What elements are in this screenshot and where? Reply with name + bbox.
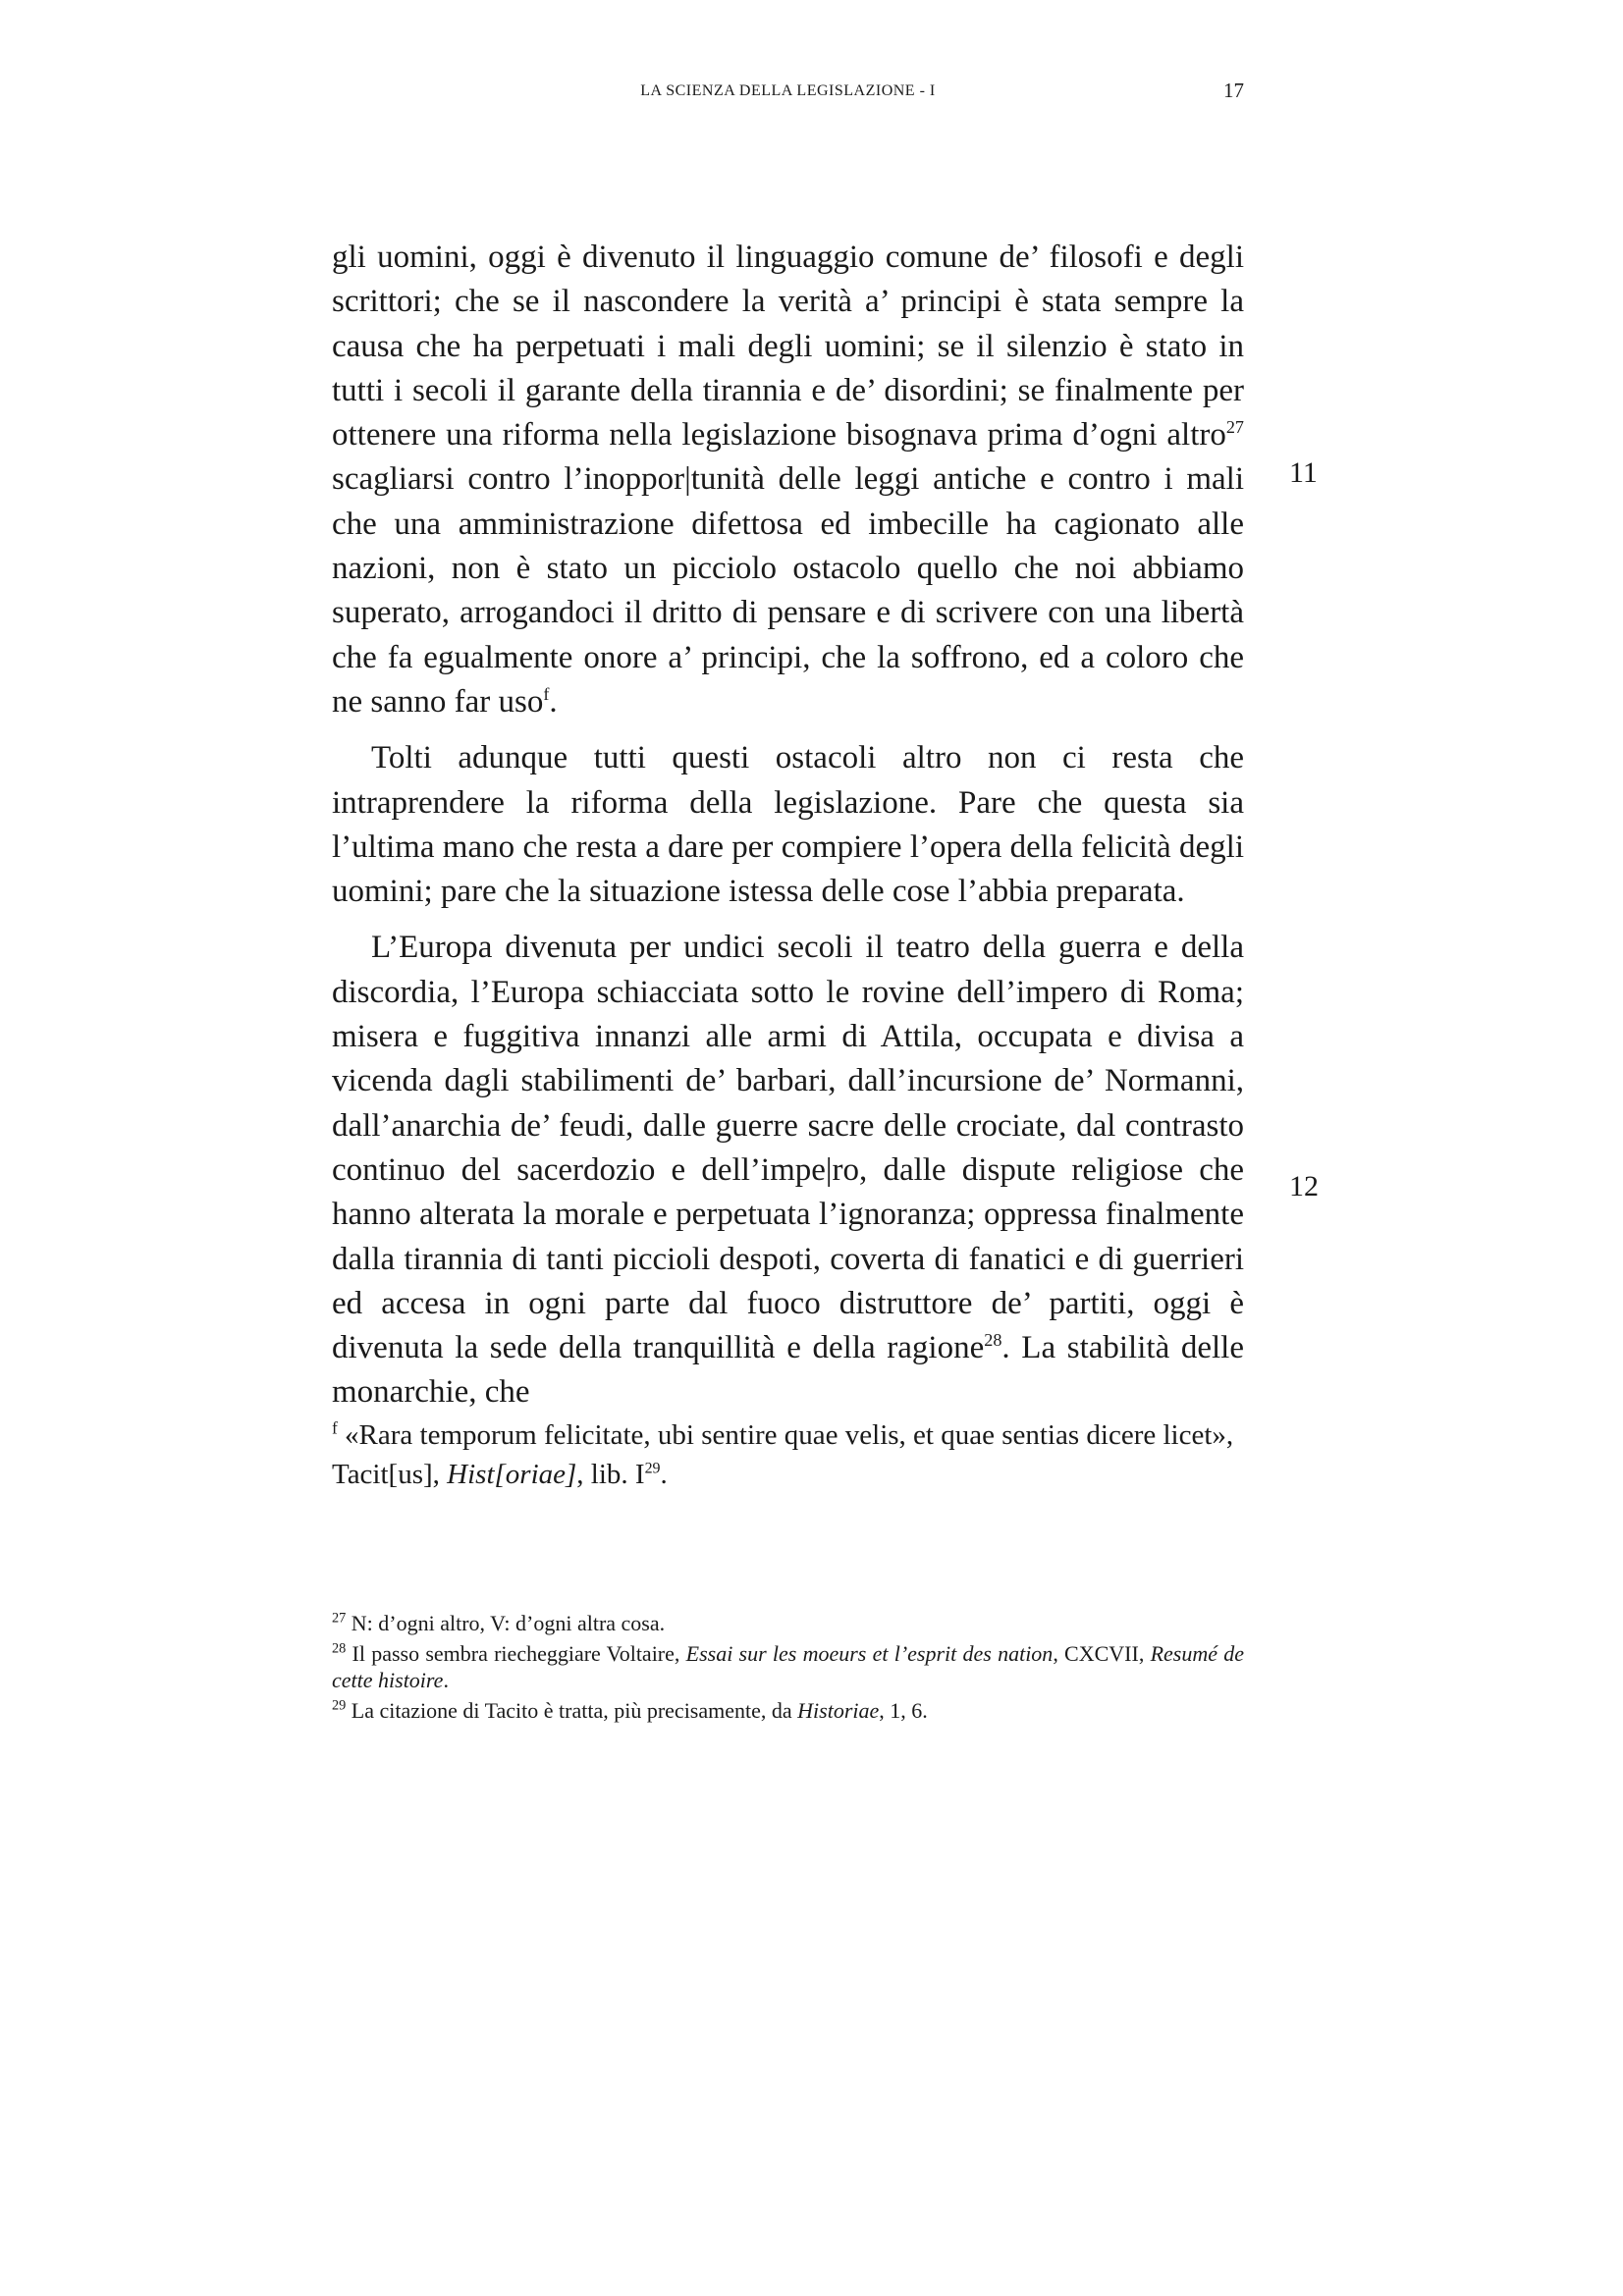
footnote-f-text-b: , lib. I bbox=[576, 1459, 645, 1490]
paragraph-1 bbox=[332, 236, 1244, 724]
paragraph-3-text-a: L’Europa divenuta per undici secoli il teatro della guerra e della discordia, l’Europa schiacciata sotto le rovine dell’impero di Roma; misera e fuggitiva innanzi alle armi di Attila, occupata e divisa a vicenda dagli stabilimenti de’ barbari, dall’incursione de’ Normanni, dall’anarchia de’ feudi, dalle guerre sacre delle crociate, dal contrasto continuo del sacerdozio e dell’impe|ro, dalle dispute religiose che hanno alterata la morale e perpetuata l’ignoranza; oppressa finalmente dalla tirannia di tanti piccioli despoti, coverta di fanatici e di guerrieri ed accesa in ogni parte dal fuoco distruttore de’ partiti, oggi è divenuta la sede della tranquillità e della ragione bbox=[332, 930, 1244, 1366]
note-ref-f: f bbox=[543, 683, 550, 704]
footnote-f bbox=[332, 1415, 1244, 1494]
paragraph-1-text-a: gli uomini, oggi è divenuto il linguaggio comune de’ filosofi e degli scrittori; che se il nascondere la verità a’ principi è stata sempre la causa che ha perpetuati i mali degli uomini; se il silenzio è stato in tutti i secoli il garante della tirannia e de’ disordini; se finalmente per ottenere una riforma nella legislazione bisognava prima d’ogni altro bbox=[332, 240, 1244, 454]
paragraph-1-text-c: . bbox=[549, 683, 558, 720]
footnote-27-num: 27 bbox=[332, 1610, 347, 1627]
running-header bbox=[332, 79, 1244, 108]
margin-ref-11: 11 bbox=[1289, 456, 1318, 489]
footnote-28-text-b: , CXCVII, bbox=[1053, 1641, 1151, 1666]
footnote-28 bbox=[332, 1640, 1244, 1693]
footnote-28-text-a: Il passo sembra riecheggiare Voltaire, bbox=[346, 1641, 686, 1666]
footnote-f-text-c: . bbox=[660, 1459, 668, 1490]
footnote-29-title: Historiae bbox=[797, 1698, 880, 1723]
footnote-28-title: Essai sur les moeurs et l’esprit des nation bbox=[685, 1641, 1054, 1666]
footnote-29 bbox=[332, 1697, 1244, 1724]
paragraph-2: Tolti adunque tutti questi ostacoli altro non ci resta che intraprendere la riforma della legislazione. Pare che questa sia l’ultima mano che resta a dare per compiere l’opera della felicità degli uomini; pare che la situazione istessa delle cose l’abbia preparata. bbox=[332, 740, 1244, 910]
editor-footnotes bbox=[332, 1610, 1244, 1728]
footnote-28-text-c: . bbox=[443, 1668, 449, 1692]
main-text bbox=[332, 236, 1244, 1427]
author-footnote bbox=[332, 1415, 1244, 1494]
footnote-28-title2: Resumé de cette histoire bbox=[332, 1641, 1244, 1692]
note-ref-29: 29 bbox=[644, 1460, 661, 1477]
page-number: 17 bbox=[1223, 79, 1244, 102]
footnote-29-text-b: , 1, 6. bbox=[879, 1698, 928, 1723]
note-ref-27: 27 bbox=[1225, 417, 1244, 438]
footnote-29-num: 29 bbox=[332, 1697, 347, 1714]
footnote-f-hist: Hist bbox=[447, 1459, 495, 1490]
footnote-f-mark: f bbox=[332, 1417, 338, 1438]
footnote-27-text: N: d’ogni altro, V: d’ogni altra cosa. bbox=[346, 1611, 666, 1635]
paragraph-1-text-b: scagliarsi contro l’inoppor|tunità delle leggi antiche e contro i mali che una amministrazione difettosa ed imbecille ha cagionato alle nazioni, non è stato un picciolo ostacolo quello che noi abbiamo superato, arrogandoci il dritto di pensare e di scrivere con una libertà che fa egualmente onore a’ principi, che la soffrono, ed a coloro che ne sanno far uso bbox=[332, 461, 1244, 720]
footnote-f-oriae: [oriae] bbox=[494, 1459, 577, 1490]
footnote-27 bbox=[332, 1610, 1244, 1636]
footnote-28-num: 28 bbox=[332, 1640, 347, 1657]
paragraph-3 bbox=[332, 926, 1244, 1415]
margin-ref-12: 12 bbox=[1289, 1170, 1319, 1202]
paragraph-3-text-b: . La stabilità delle monarchie, che bbox=[332, 1330, 1244, 1411]
note-ref-28: 28 bbox=[984, 1330, 1002, 1351]
footnote-f-text-a: «Rara temporum felicitate, ubi sentire quae velis, et quae sentias dicere licet», Tacit[us], bbox=[332, 1419, 1234, 1490]
footnote-29-text-a: La citazione di Tacito è tratta, più precisamente, da bbox=[346, 1698, 798, 1723]
running-title: LA SCIENZA DELLA LEGISLAZIONE - I bbox=[640, 82, 936, 99]
